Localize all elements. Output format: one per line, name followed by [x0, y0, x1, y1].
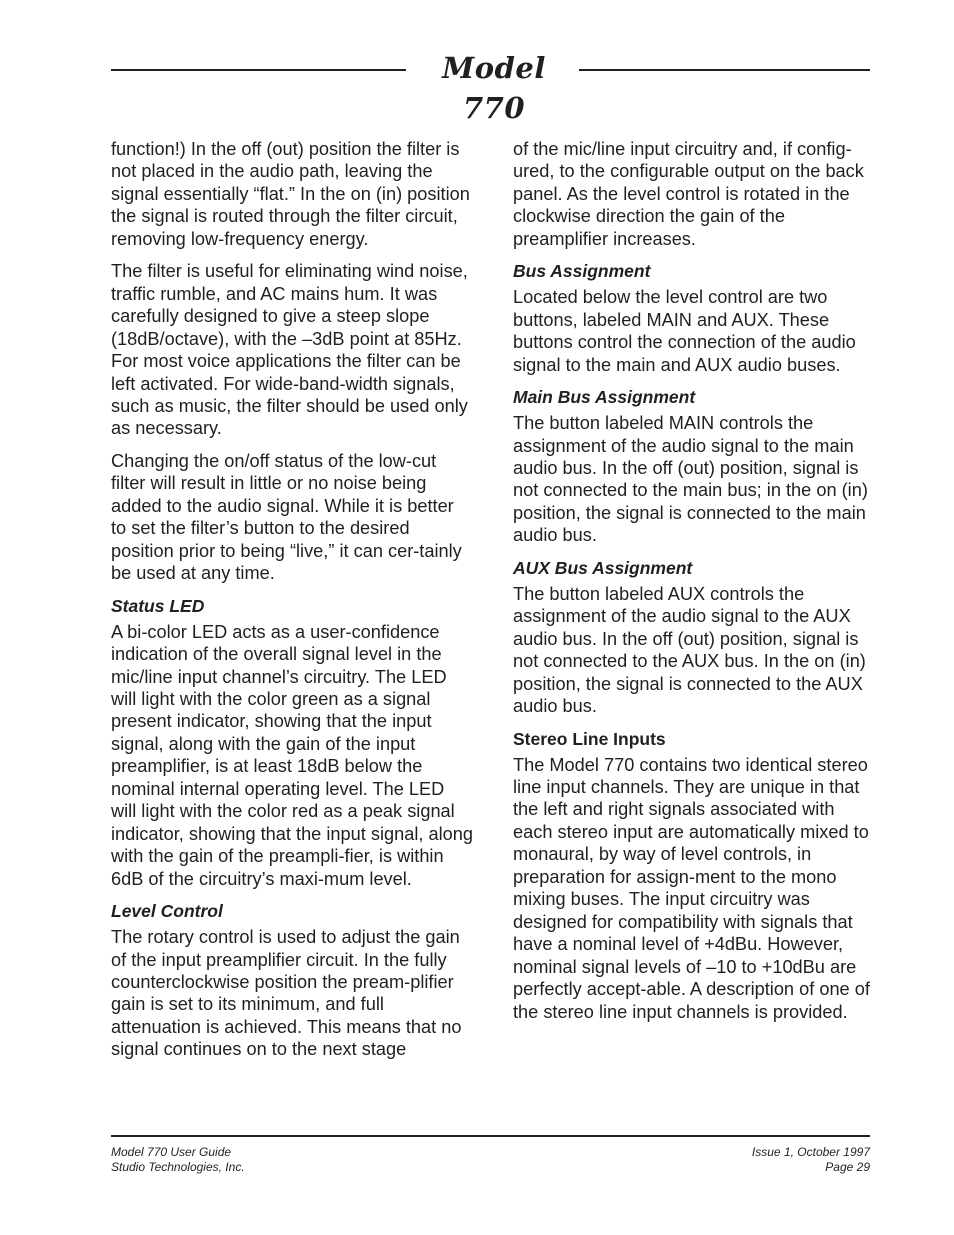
footer-rule — [111, 1135, 870, 1137]
section-heading-status-led: Status LED — [111, 595, 205, 616]
section-heading-bus-assignment: Bus Assignment — [513, 261, 651, 282]
footer-company: Studio Technologies, Inc. — [111, 1160, 245, 1174]
section-heading-stereo-line-inputs: Stereo Line Inputs — [513, 728, 666, 749]
paragraph: A bi-color LED acts as a user-confidence indication of the overall signal level in the mic/line input channel’s circuitry. The LED will light with the color green as a signal present indicator, showing that the input signal, along with the gain of the input preamplifier, is at least 18dB below the nominal internal operating level. The LED will light with the color red as a peak signal indicator, showing that the input signal, along with the gain of the preampli-fier, is within 6dB of the circuitry’s maxi-mum level. — [111, 621, 473, 889]
footer-guide-title: Model 770 User Guide — [111, 1145, 232, 1159]
paragraph: Located below the level control are two buttons, labeled MAIN and AUX. These buttons control the connection of the audio signal to the main and AUX audio buses. — [513, 287, 856, 375]
paragraph: The button labeled AUX controls the assignment of the audio signal to the AUX audio bus. In the off (out) position, signal is not connected to the AUX bus. In the on (in) position, the signal is connected to the AUX audio bus. — [513, 583, 866, 717]
paragraph: The rotary control is used to adjust the gain of the input preamplifier circuit. In the fully counterclockwise position the pream-plifier gain is set to its minimum, and full attenuation is achieved. This means that no signal continues on to the next stage — [111, 927, 462, 1060]
footer-right — [752, 1145, 870, 1175]
section-heading-aux-bus: AUX Bus Assignment — [513, 557, 693, 578]
paragraph: The button labeled MAIN controls the assignment of the audio signal to the main audio bus. In the off (out) position, signal is not connected to the main bus; in the on (in) position, the signal is connected to the main audio bus. — [513, 413, 868, 546]
header-rule-right — [579, 69, 870, 71]
paragraph: The filter is useful for eliminating wind noise, traffic rumble, and AC mains hum. It was carefully designed to give a steep slope (18dB/octave), with the –3dB point at 85Hz. For most voice applications the filter can be left activated. For wide-band-width signals, such as music, the filter should be used only as necessary. — [111, 261, 468, 439]
section-heading-level-control: Level Control — [111, 901, 223, 922]
paragraph: function!) In the off (out) position the filter is not placed in the audio path, leaving the signal essentially “flat.” In the on (in) position the signal is routed through the filter circuit, removing low-frequency energy. — [111, 139, 470, 249]
page-title: Model 770 — [442, 51, 546, 125]
header-rule-left — [111, 69, 406, 71]
right-column — [513, 138, 873, 1033]
footer-page-number: Page 29 — [825, 1160, 870, 1174]
left-column — [111, 138, 473, 1071]
paragraph: Changing the on/off status of the low-cut filter will result in little or no noise being added to the audio signal. While it is better to set the filter’s button to the desired position prior to being “live,” it can cer-tainly be used at any time. — [111, 450, 462, 584]
footer-issue: Issue 1, October 1997 — [751, 1145, 870, 1159]
footer-left — [111, 1145, 245, 1175]
paragraph: The Model 770 contains two identical stereo line input channels. They are unique in that the left and right signals associated with each stereo input are automatically mixed to monaural, by way of level controls, in preparation for assign-ment to the mono mixing buses. The input circuitry was designed for compatibility with signals that have a nominal level of +4dBu. However, nominal signal levels of –10 to +10dBu are perfectly accept-able. A description of one of the stereo line input channels is provided. — [513, 754, 870, 1022]
section-heading-main-bus: Main Bus Assignment — [513, 387, 696, 408]
paragraph: of the mic/line input circuitry and, if config-ured, to the configurable output on the back panel. As the level control is rotated in the clockwise direction the gain of the preamplifier increases. — [513, 139, 864, 249]
